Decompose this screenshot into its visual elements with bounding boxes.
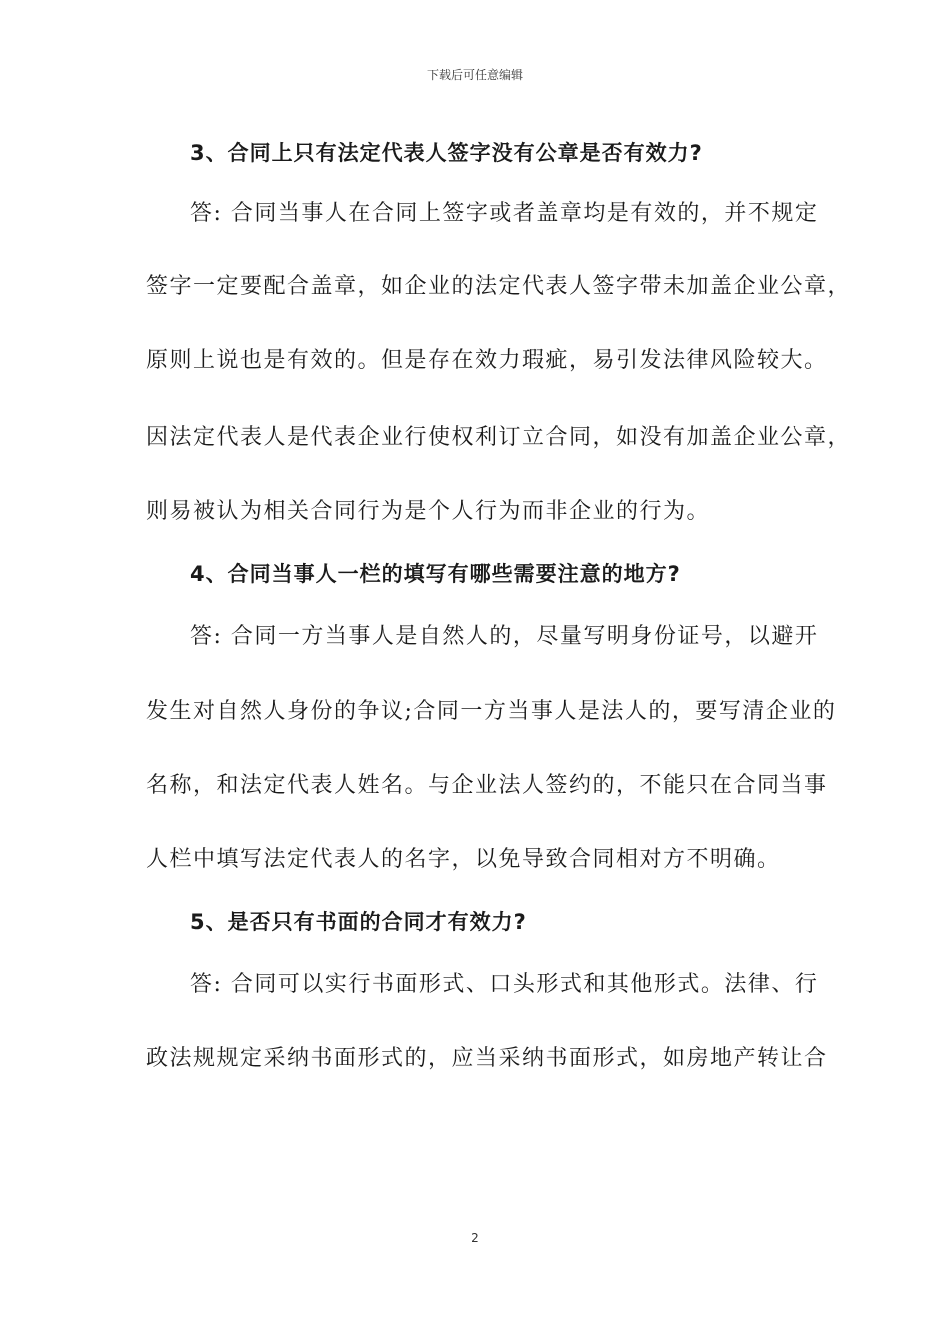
paragraph-line: 签字一定要配合盖章，如企业的法定代表人签字带未加盖企业公章， — [146, 274, 852, 299]
question-5-heading: 5、是否只有书面的合同才有效力? — [190, 910, 527, 934]
paragraph-line: 答: 合同可以实行书面形式、口头形式和其他形式。法律、行 — [190, 972, 819, 997]
paragraph-line: 答: 合同一方当事人是自然人的，尽量写明身份证号，以避开 — [190, 624, 819, 649]
page-number: 2 — [471, 1231, 479, 1245]
paragraph-line: 政法规规定采纳书面形式的，应当采纳书面形式，如房地产转让合 — [146, 1046, 828, 1071]
paragraph-line: 答: 合同当事人在合同上签字或者盖章均是有效的，并不规定 — [190, 201, 819, 226]
paragraph-line: 人栏中填写法定代表人的名字，以免导致合同相对方不明确。 — [146, 847, 781, 872]
paragraph-line: 原则上说也是有效的。但是存在效力瑕疵，易引发法律风险较大。 — [146, 348, 828, 373]
paragraph-line: 因法定代表人是代表企业行使权利订立合同，如没有加盖企业公章， — [146, 425, 852, 450]
paragraph-line: 则易被认为相关合同行为是个人行为而非企业的行为。 — [146, 499, 711, 524]
question-4-heading: 4、合同当事人一栏的填写有哪些需要注意的地方? — [190, 562, 681, 586]
question-3-heading: 3、合同上只有法定代表人签字没有公章是否有效力? — [190, 141, 703, 165]
header-note: 下载后可任意编辑 — [426, 68, 523, 82]
paragraph-line: 发生对自然人身份的争议;合同一方当事人是法人的，要写清企业的 — [146, 699, 837, 724]
paragraph-line: 名称，和法定代表人姓名。与企业法人签约的，不能只在合同当事 — [146, 773, 828, 798]
